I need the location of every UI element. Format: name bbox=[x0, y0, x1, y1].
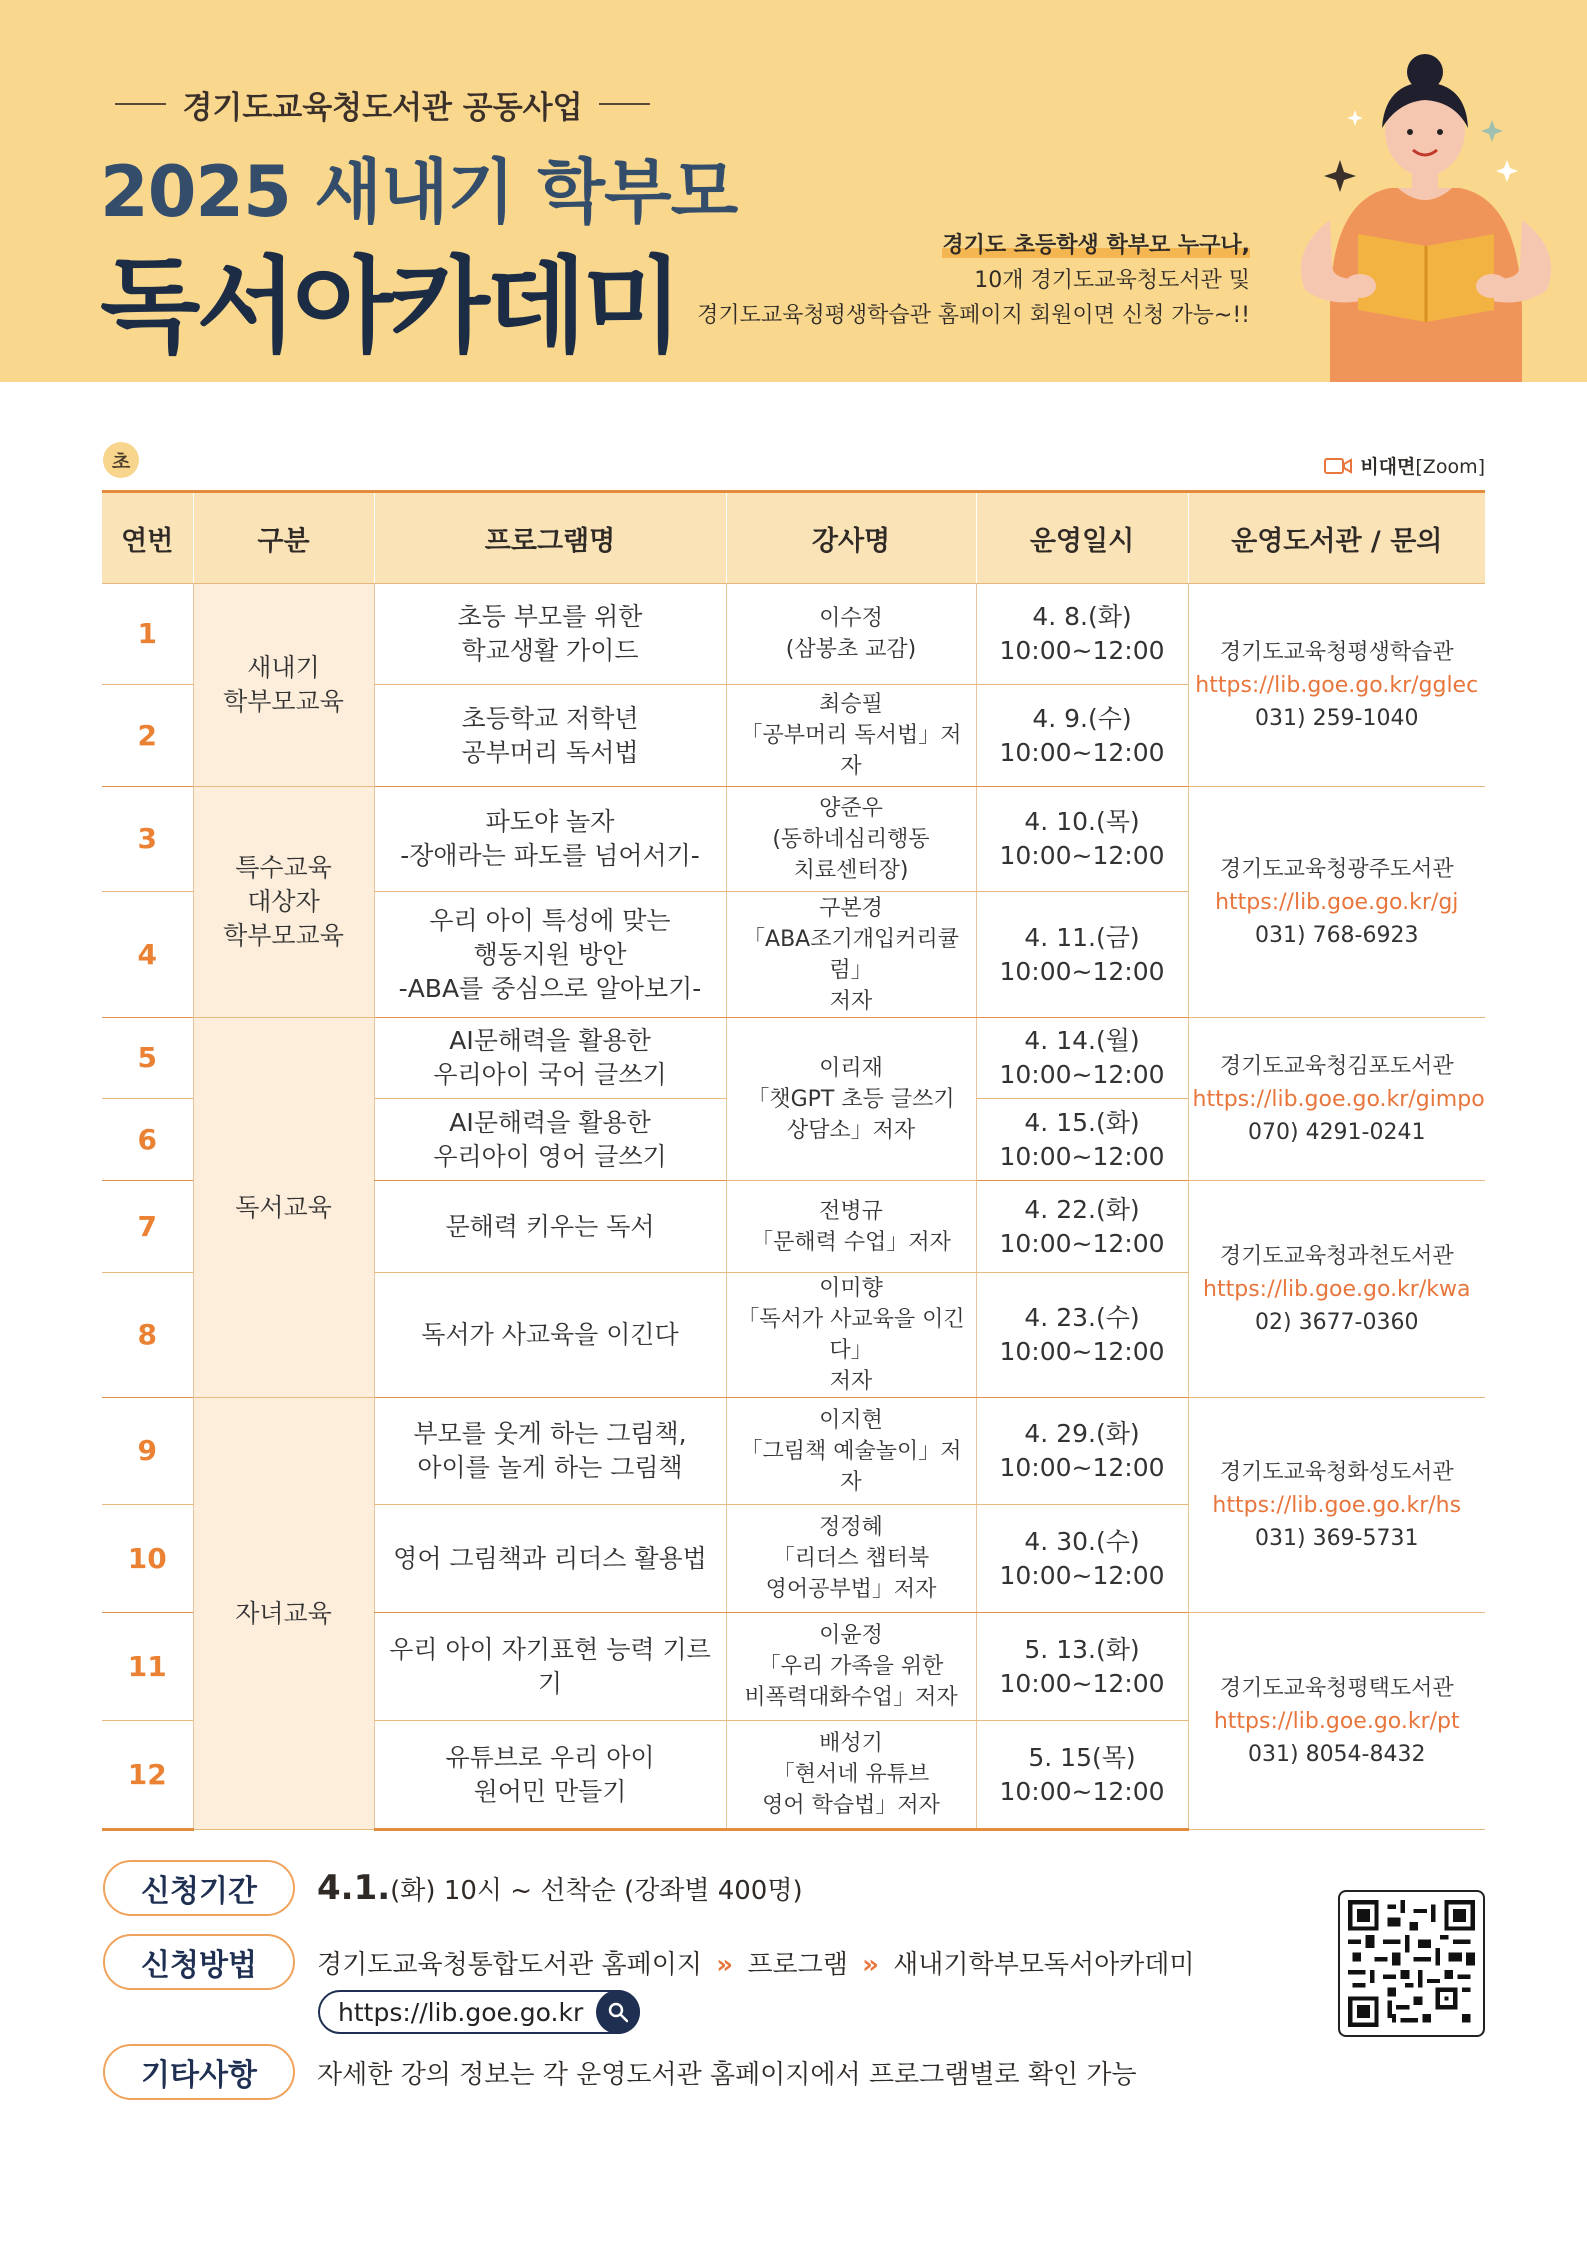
qr-code[interactable] bbox=[1338, 1890, 1485, 2037]
lecturer-cell: 구본경 「ABA조기개입커리큘럼」 저자 bbox=[726, 892, 976, 1018]
schedule-cell: 4. 30.(수) 10:00~12:00 bbox=[976, 1505, 1188, 1613]
category-cell: 독서교육 bbox=[193, 1018, 374, 1398]
library-url[interactable]: https://lib.goe.go.kr/gimpo bbox=[1192, 1086, 1485, 1112]
header-description bbox=[697, 228, 1250, 333]
etc-label: 기타사항 bbox=[103, 2044, 295, 2100]
subtitle-text: 경기도교육청도서관 공동사업 bbox=[182, 89, 583, 126]
category-badge: 초 bbox=[103, 442, 139, 478]
video-camera-icon bbox=[1324, 457, 1352, 475]
program-cell: 독서가 사교육을 이긴다 bbox=[374, 1273, 726, 1398]
schedule-cell: 4. 11.(금) 10:00~12:00 bbox=[976, 892, 1188, 1018]
program-cell: 부모를 웃게 하는 그림책, 아이를 놀게 하는 그림책 bbox=[374, 1398, 726, 1505]
reading-woman-illustration bbox=[1270, 50, 1570, 382]
library-cell bbox=[1188, 1181, 1485, 1398]
library-name: 경기도교육청화성도서관 bbox=[1219, 1459, 1454, 1485]
schedule-cell: 4. 15.(화) 10:00~12:00 bbox=[976, 1099, 1188, 1181]
library-url[interactable]: https://lib.goe.go.kr/gglec bbox=[1195, 672, 1479, 698]
period-rest: (화) 10시 ~ 선착순 (강좌별 400명) bbox=[390, 1876, 803, 1906]
row-number: 2 bbox=[102, 685, 193, 787]
schedule-cell: 4. 23.(수) 10:00~12:00 bbox=[976, 1273, 1188, 1398]
library-url[interactable]: https://lib.goe.go.kr/pt bbox=[1213, 1708, 1460, 1734]
header-library: 운영도서관 / 문의 bbox=[1188, 492, 1485, 584]
period-text bbox=[317, 1868, 803, 1908]
category-cell: 특수교육 대상자 학부모교육 bbox=[193, 787, 374, 1018]
library-name: 경기도교육청광주도서관 bbox=[1219, 856, 1454, 882]
header-subtitle bbox=[115, 84, 650, 124]
lecturer-cell: 양준우 (동하네심리행동 치료센터장) bbox=[726, 787, 976, 892]
library-url[interactable]: https://lib.goe.go.kr/hs bbox=[1212, 1492, 1462, 1518]
lecturer-cell: 이윤정 「우리 가족을 위한 비폭력대화수업」저자 bbox=[726, 1613, 976, 1721]
library-name: 경기도교육청과천도서관 bbox=[1219, 1243, 1454, 1269]
method-step-1: 경기도교육청통합도서관 홈페이지 bbox=[317, 1949, 703, 1980]
schedule-cell: 4. 14.(월) 10:00~12:00 bbox=[976, 1018, 1188, 1099]
header-schedule: 운영일시 bbox=[976, 492, 1188, 584]
program-cell: 문해력 키우는 독서 bbox=[374, 1181, 726, 1273]
method-step-3: 새내기학부모독서아카데미 bbox=[893, 1949, 1195, 1980]
header-banner bbox=[0, 0, 1587, 382]
library-cell bbox=[1188, 1613, 1485, 1830]
qr-code-image bbox=[1348, 1900, 1475, 2027]
row-number: 6 bbox=[102, 1099, 193, 1181]
mode-detail: [Zoom] bbox=[1415, 456, 1485, 478]
row-number: 1 bbox=[102, 584, 193, 685]
row-number: 9 bbox=[102, 1398, 193, 1505]
title-line-1: 2025 새내기 학부모 bbox=[100, 151, 738, 233]
program-cell: 유튜브로 우리 아이 원어민 만들기 bbox=[374, 1721, 726, 1830]
category-cell: 자녀교육 bbox=[193, 1398, 374, 1830]
table-header-row bbox=[102, 492, 1485, 584]
library-cell bbox=[1188, 584, 1485, 787]
table-row bbox=[102, 584, 1485, 685]
program-cell: AI문해력을 활용한 우리아이 국어 글쓰기 bbox=[374, 1018, 726, 1099]
arrow-icon: » bbox=[716, 1949, 734, 1980]
library-url[interactable]: https://lib.goe.go.kr/kwa bbox=[1203, 1276, 1471, 1302]
row-number: 8 bbox=[102, 1273, 193, 1398]
lecturer-cell: 정정혜 「리더스 챕터북 영어공부법」저자 bbox=[726, 1505, 976, 1613]
row-number: 5 bbox=[102, 1018, 193, 1099]
schedule-cell: 5. 13.(화) 10:00~12:00 bbox=[976, 1613, 1188, 1721]
period-date: 4.1. bbox=[317, 1868, 391, 1908]
lecturer-cell: 이지현 「그림책 예술놀이」저자 bbox=[726, 1398, 976, 1505]
row-number: 7 bbox=[102, 1181, 193, 1273]
program-cell: 초등 부모를 위한 학교생활 가이드 bbox=[374, 584, 726, 685]
library-tel: 02) 3677-0360 bbox=[1255, 1309, 1419, 1335]
mode-note bbox=[1324, 452, 1485, 479]
row-number: 12 bbox=[102, 1721, 193, 1830]
application-period-row bbox=[103, 1860, 803, 1916]
program-cell: 초등학교 저학년 공부머리 독서법 bbox=[374, 685, 726, 787]
etc-row bbox=[103, 2044, 1137, 2100]
program-cell: AI문해력을 활용한 우리아이 영어 글쓰기 bbox=[374, 1099, 726, 1181]
method-text bbox=[317, 1944, 1195, 1981]
lecturer-cell: 이수정 (삼봉초 교감) bbox=[726, 584, 976, 685]
row-number: 11 bbox=[102, 1613, 193, 1721]
search-icon bbox=[607, 2001, 629, 2023]
header-lecturer: 강사명 bbox=[726, 492, 976, 584]
row-number: 3 bbox=[102, 787, 193, 892]
table-row bbox=[102, 787, 1485, 892]
title-line-2: 독서아카데미 bbox=[100, 245, 679, 367]
lecturer-cell: 최승필 「공부머리 독서법」저자 bbox=[726, 685, 976, 787]
header-category: 구분 bbox=[193, 492, 374, 584]
table-row bbox=[102, 1018, 1485, 1099]
program-cell: 파도야 놀자 -장애라는 파도를 넘어서기- bbox=[374, 787, 726, 892]
url-search-box[interactable] bbox=[318, 1990, 640, 2034]
subtitle-rule-right bbox=[599, 103, 650, 105]
desc-line-3: 경기도교육청평생학습관 홈페이지 회원이면 신청 가능~!! bbox=[697, 303, 1250, 328]
library-tel: 031) 369-5731 bbox=[1255, 1525, 1419, 1551]
table-row bbox=[102, 1398, 1485, 1505]
lecturer-cell: 전병규 「문해력 수업」저자 bbox=[726, 1181, 976, 1273]
mode-label: 비대면 bbox=[1360, 456, 1416, 478]
schedule-cell: 4. 9.(수) 10:00~12:00 bbox=[976, 685, 1188, 787]
library-tel: 031) 8054-8432 bbox=[1248, 1741, 1426, 1767]
library-url[interactable]: https://lib.goe.go.kr/gj bbox=[1215, 889, 1459, 915]
program-cell: 우리 아이 특성에 맞는 행동지원 방안 -ABA를 중심으로 알아보기- bbox=[374, 892, 726, 1018]
category-cell: 새내기 학부모교육 bbox=[193, 584, 374, 787]
library-name: 경기도교육청평생학습관 bbox=[1219, 639, 1454, 665]
program-cell: 우리 아이 자기표현 능력 기르기 bbox=[374, 1613, 726, 1721]
library-name: 경기도교육청평택도서관 bbox=[1219, 1675, 1454, 1701]
schedule-cell: 4. 29.(화) 10:00~12:00 bbox=[976, 1398, 1188, 1505]
header-program: 프로그램명 bbox=[374, 492, 726, 584]
library-cell bbox=[1188, 1398, 1485, 1613]
row-number: 10 bbox=[102, 1505, 193, 1613]
library-tel: 031) 259-1040 bbox=[1255, 705, 1419, 731]
lecturer-cell: 이리재 「챗GPT 초등 글쓰기 상담소」저자 bbox=[726, 1018, 976, 1181]
library-cell bbox=[1188, 787, 1485, 1018]
url-text: https://lib.goe.go.kr bbox=[338, 1997, 584, 2027]
row-number: 4 bbox=[102, 892, 193, 1018]
program-cell: 영어 그림책과 리더스 활용법 bbox=[374, 1505, 726, 1613]
schedule-cell: 4. 22.(화) 10:00~12:00 bbox=[976, 1181, 1188, 1273]
subtitle-rule-left bbox=[115, 103, 166, 105]
lecturer-cell: 이미향 「독서가 사교육을 이긴다」 저자 bbox=[726, 1273, 976, 1398]
schedule-cell: 5. 15(목) 10:00~12:00 bbox=[976, 1721, 1188, 1830]
application-method-row bbox=[103, 1934, 1195, 1990]
schedule-cell: 4. 10.(목) 10:00~12:00 bbox=[976, 787, 1188, 892]
header-no: 연번 bbox=[102, 492, 193, 584]
lecturer-cell: 배성기 「현서네 유튜브 영어 학습법」저자 bbox=[726, 1721, 976, 1830]
search-button[interactable] bbox=[596, 1990, 640, 2034]
period-label: 신청기간 bbox=[103, 1860, 295, 1916]
library-tel: 031) 768-6923 bbox=[1255, 922, 1419, 948]
schedule-cell: 4. 8.(화) 10:00~12:00 bbox=[976, 584, 1188, 685]
desc-line-2: 10개 경기도교육청도서관 및 bbox=[974, 268, 1250, 293]
library-name: 경기도교육청김포도서관 bbox=[1219, 1053, 1454, 1079]
arrow-icon: » bbox=[862, 1949, 879, 1980]
library-cell bbox=[1188, 1018, 1485, 1181]
desc-highlight: 경기도 초등학생 학부모 누구나, bbox=[942, 233, 1250, 258]
method-step-2: 프로그램 bbox=[747, 1949, 848, 1980]
method-label: 신청방법 bbox=[103, 1934, 295, 1990]
library-tel: 070) 4291-0241 bbox=[1248, 1119, 1426, 1145]
schedule-table bbox=[102, 490, 1485, 1831]
etc-text: 자세한 강의 정보는 각 운영도서관 홈페이지에서 프로그램별로 확인 가능 bbox=[317, 2059, 1137, 2090]
